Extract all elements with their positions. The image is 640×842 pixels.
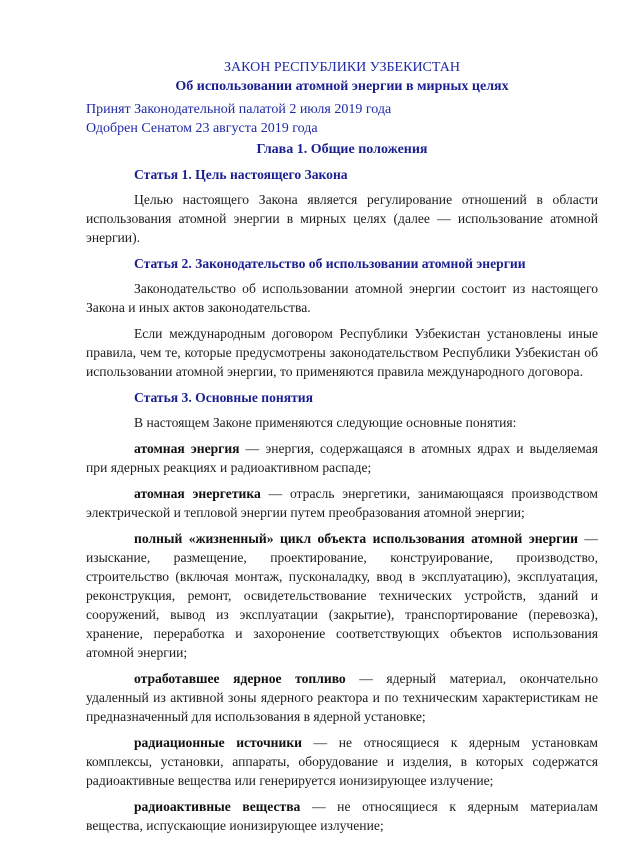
definition-term: радиационные источники xyxy=(134,735,302,750)
adopted-date: Принят Законодательной палатой 2 июля 2019 года xyxy=(86,102,392,117)
definition-term: атомная энергия xyxy=(134,441,240,456)
law-title: ЗАКОН РЕСПУБЛИКИ УЗБЕКИСТАН xyxy=(224,60,460,75)
definition-text: — ядерный материал, окончательно удаленный из активной зоны ядерного реактора и по техническим характеристикам не предназначенный для использования в ядерной установке; xyxy=(86,671,598,724)
definition-item xyxy=(86,797,598,835)
definition-text: — не относящиеся к ядерным установкам комплексы, установки, аппараты, оборудование и изделия, в которых содержатся радиоактивные вещества или генерируется ионизирующее излучение; xyxy=(86,735,598,788)
approved-date: Одобрен Сенатом 23 августа 2019 года xyxy=(86,121,318,136)
article-2-paragraph-2: Если международным договором Республики Узбекистан установлены иные правила, чем те, которые предусмотрены законодательством Республики Узбекистан об использовании атомной энергии, то применяются правила международного договора. xyxy=(86,326,598,379)
definition-item xyxy=(86,529,598,662)
article-2-heading: Статья 2. Законодательство об использовании атомной энергии xyxy=(134,256,526,271)
definition-term: отработавшее ядерное топливо xyxy=(134,671,346,686)
document-page xyxy=(86,58,598,842)
law-subtitle: Об использовании атомной энергии в мирных целях xyxy=(175,79,509,94)
definition-item xyxy=(86,484,598,522)
article-3-heading: Статья 3. Основные понятия xyxy=(134,390,313,405)
definition-term: радиоактивные вещества xyxy=(134,799,301,814)
definition-term: полный «жизненный» цикл объекта использования атомной энергии xyxy=(134,531,578,546)
definition-term: атомная энергетика xyxy=(134,486,261,501)
definition-text: — не относящиеся к ядерным материалам вещества, испускающие ионизирующее излучение; xyxy=(86,799,599,833)
definition-item xyxy=(86,439,598,477)
article-3-intro: В настоящем Законе применяются следующие основные понятия: xyxy=(134,415,517,430)
definition-text: — изыскание, размещение, проектирование, конструирование, производство, строительство (включая монтаж, пусконаладку, ввод в эксплуатацию), эксплуатация, реконструкция, ремонт, освидетельствование технических устройств, зданий и сооружений, вывод из эксплуатации (закрытие), транспортирование (перевозка), хранение, переработка и захоронение соответствующих объектов использования атомной энергии; xyxy=(86,531,598,660)
definition-text: — энергия, содержащаяся в атомных ядрах и выделяемая при ядерных реакциях и радиоактивном распаде; xyxy=(86,441,598,475)
article-2-paragraph-1: Законодательство об использовании атомной энергии состоит из настоящего Закона и иных актов законодательства. xyxy=(86,281,598,315)
definition-item xyxy=(86,733,598,790)
definition-text: — отрасль энергетики, занимающаяся производством электрической и тепловой энергии путем преобразования атомной энергии; xyxy=(86,486,599,520)
chapter-heading: Глава 1. Общие положения xyxy=(256,142,428,157)
definition-item xyxy=(86,669,598,726)
article-1-heading: Статья 1. Цель настоящего Закона xyxy=(134,167,348,182)
article-1-paragraph: Целью настоящего Закона является регулирование отношений в области использования атомной энергии в мирных целях (далее — использование атомной энергии). xyxy=(86,192,598,245)
